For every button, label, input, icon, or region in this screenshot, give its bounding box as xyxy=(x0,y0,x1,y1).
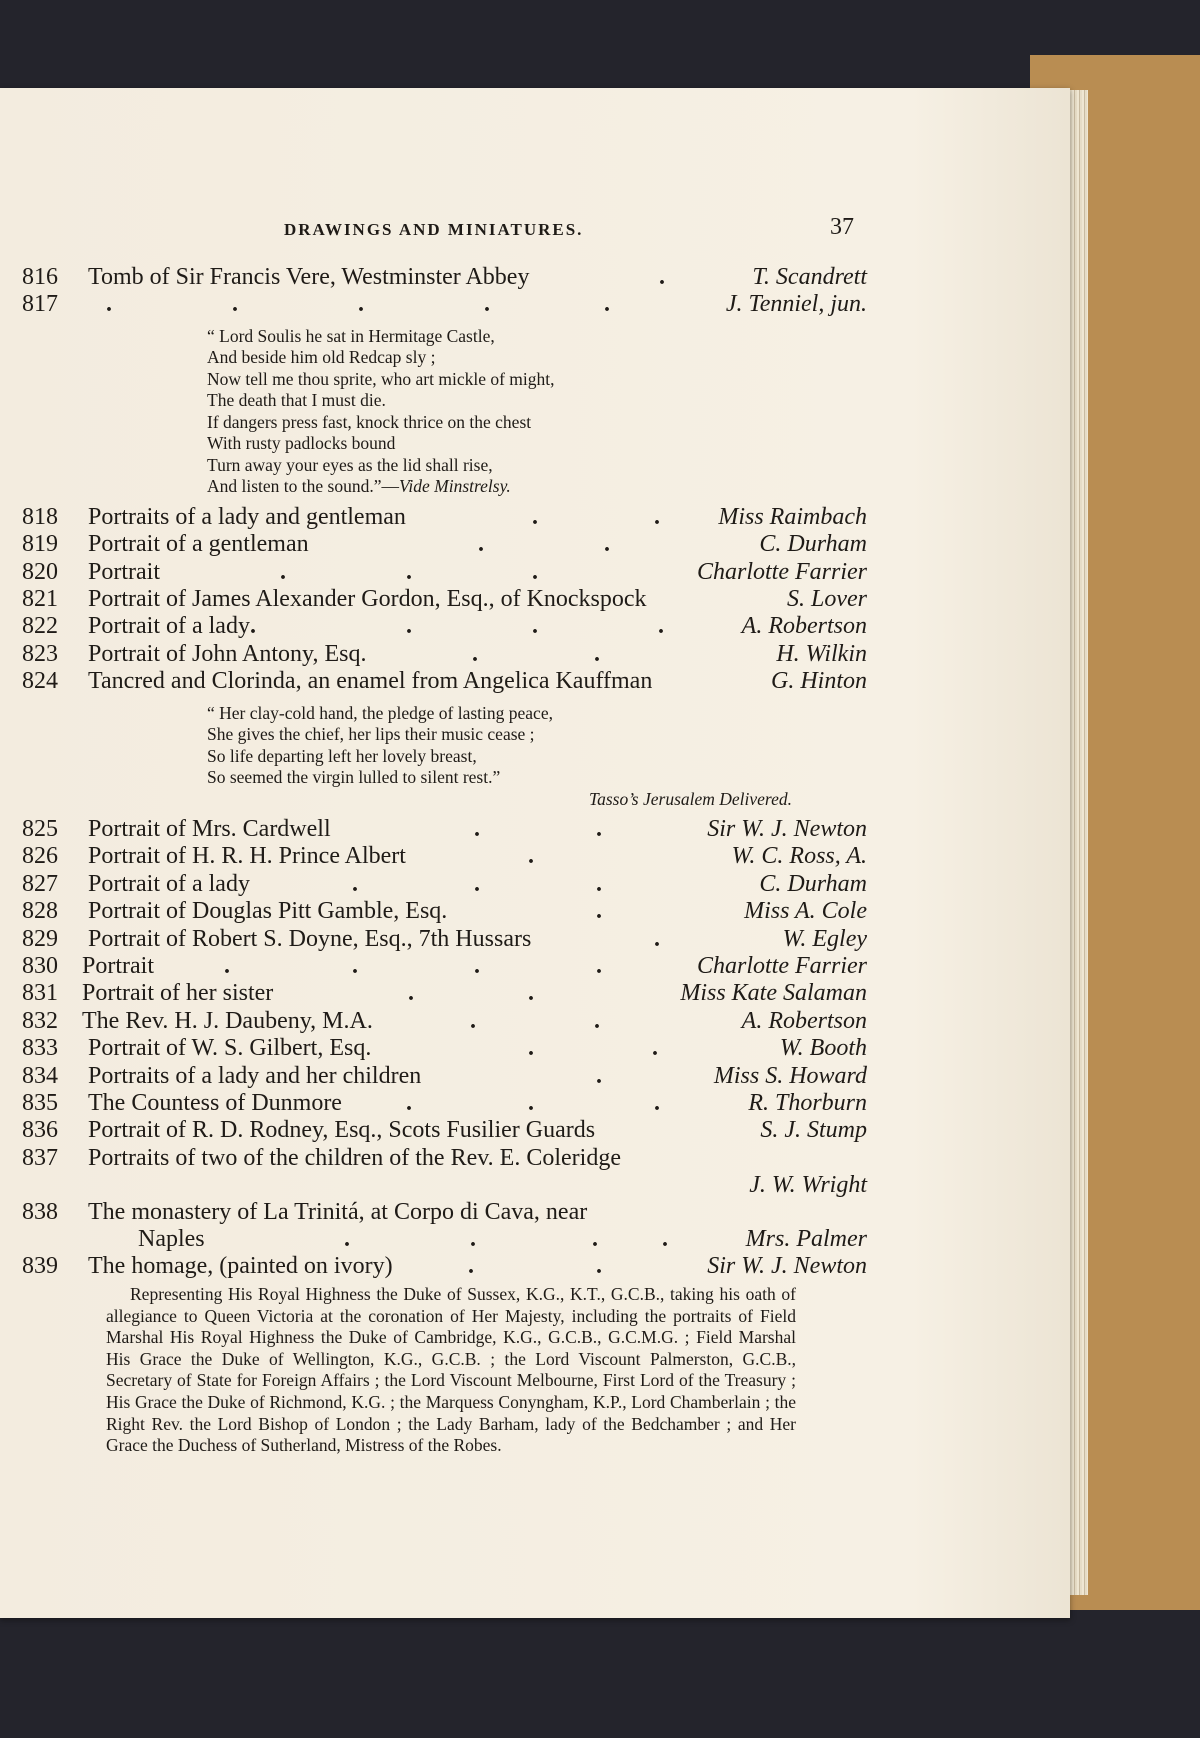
verse-line: And listen to the sound.”— xyxy=(207,476,399,497)
entry-title: Portrait of W. S. Gilbert, Esq. xyxy=(88,1035,372,1062)
entry-artist: Miss Raimbach xyxy=(718,503,867,530)
entry-artist: S. Lover xyxy=(787,585,867,612)
catalogue-entry xyxy=(22,668,867,695)
verse-line: Turn away your eyes as the lid shall rise, xyxy=(207,454,493,475)
entry-number: 832 xyxy=(22,1007,58,1034)
entry-title: Portrait of James Alexander Gordon, Esq., of Knockspock xyxy=(88,585,647,612)
entry-number: 835 xyxy=(22,1089,58,1116)
entry-artist: W. Booth xyxy=(779,1035,867,1062)
entry-title: Portrait of John Antony, Esq. xyxy=(88,640,367,667)
entry-number: 826 xyxy=(22,843,58,870)
catalogue-entry: 823 Portrait of John Antony, Esq. . . H. Wilkin xyxy=(22,640,867,667)
entry-number: 824 xyxy=(22,668,58,695)
entry-artist: G. Hinton xyxy=(771,668,867,695)
catalogue-entry: 817 . . . . . J. Tenniel, jun. xyxy=(22,291,867,318)
entry-title: The monastery of La Trinitá, at Corpo di Cava, near xyxy=(88,1198,588,1225)
catalogue-entry: 834 Portraits of a lady and her children . Miss S. Howard xyxy=(22,1062,867,1089)
entry-number: 817 xyxy=(22,291,58,318)
catalogue-entries xyxy=(22,264,867,1457)
entry-number: 821 xyxy=(22,585,58,612)
verse-line: With rusty padlocks bound xyxy=(207,433,396,454)
entry-title-continued: Naples xyxy=(138,1225,205,1252)
entry-number: 837 xyxy=(22,1144,58,1171)
entry-artist: Miss Kate Salaman xyxy=(680,980,867,1007)
entry-title: Portrait of a lady xyxy=(88,870,250,897)
entry-title: Portrait xyxy=(88,558,160,585)
catalogue-entry: 818 Portraits of a lady and gentleman . . Miss Raimbach xyxy=(22,503,867,530)
entry-number: 816 xyxy=(22,264,58,290)
entry-artist: J. Tenniel, jun. xyxy=(725,291,867,318)
running-head xyxy=(284,216,864,242)
entry-artist: Charlotte Farrier xyxy=(696,952,867,979)
catalogue-entry: 838 The monastery of La Trinitá, at Corpo di Cava, near Naples . . . . Mrs. Palmer xyxy=(22,1198,867,1252)
verse-line: And beside him old Redcap sly ; xyxy=(207,347,436,368)
catalogue-entry: 829 Portrait of Robert S. Doyne, Esq., 7th Hussars . W. Egley xyxy=(22,925,867,952)
catalogue-entry: 830 Portrait . . . . Charlotte Farrier xyxy=(22,952,867,979)
entry-title: Portrait of a gentleman xyxy=(88,531,309,558)
entry-number: 829 xyxy=(22,925,58,952)
entry-artist: C. Durham xyxy=(759,531,867,558)
entry-artist: H. Wilkin xyxy=(776,640,867,667)
entry-artist: Miss S. Howard xyxy=(713,1062,867,1089)
entry-number: 828 xyxy=(22,898,58,925)
verse-line: “ Her clay-cold hand, the pledge of lasting peace, xyxy=(207,702,553,723)
page-number: 37 xyxy=(830,214,854,240)
catalogue-entry: 839 The homage, (painted on ivory) . . Sir W. J. Newton xyxy=(22,1252,867,1279)
verse-line: So seemed the virgin lulled to silent rest.” xyxy=(207,767,501,788)
entry-title: Portrait of her sister xyxy=(82,980,274,1007)
entry-title: The Rev. H. J. Daubeny, M.A. xyxy=(82,1007,373,1034)
catalogue-entry: 832 The Rev. H. J. Daubeny, M.A. . . A. Robertson xyxy=(22,1007,867,1034)
entry-title: The homage, (painted on ivory) xyxy=(88,1252,393,1279)
verse-line: If dangers press fast, knock thrice on the chest xyxy=(207,411,532,432)
entry-number: 818 xyxy=(22,503,58,530)
catalogue-entry xyxy=(22,1117,867,1144)
entry-title: Portrait of R. D. Rodney, Esq., Scots Fusilier Guards xyxy=(88,1117,596,1144)
verse-line: Now tell me thou sprite, who art mickle of might, xyxy=(207,368,555,389)
entry-title: Portrait of H. R. H. Prince Albert xyxy=(88,843,406,870)
catalogue-entry: 833 Portrait of W. S. Gilbert, Esq. . . W. Booth xyxy=(22,1035,867,1062)
entry-title: Portrait of Robert S. Doyne, Esq., 7th Hussars xyxy=(88,925,532,952)
catalogue-entry: 825 Portrait of Mrs. Cardwell . . Sir W. J. Newton xyxy=(22,816,867,843)
entry-title: Portrait xyxy=(82,952,154,979)
entry-title: The Countess of Dunmore xyxy=(88,1089,342,1116)
catalogue-entry: 827 Portrait of a lady . . . C. Durham xyxy=(22,870,867,897)
entry-description: Representing His Royal Highness the Duke of Sussex, K.G., K.T., G.C.B., taking his oath of allegiance to Queen Victoria at the coronation of Her Majesty, including the portraits of Field Marshal His Royal Highness the Duke of Cambridge, K.G., G.C.B., G.C.M.G. ; Field Marshal His Grace the Duke of Wellington, K.G., G.C.B. ; the Lord Viscount Palmerston, G.C.B., Secretary of State for Foreign Affairs ; the Lord Viscount Melbourne, First Lord of the Treasury ; His Grace the Duke of Richmond, K.G. ; the Marquess Conyngham, K.P., Lord Chamberlain ; the Right Rev. the Lord Bishop of London ; the Lady Barham, lady of the Bedchamber ; and Her Grace the Duchess of Sutherland, Mistress of the Robes. xyxy=(106,1284,796,1456)
entry-title: Portraits of a lady and her children xyxy=(88,1062,422,1089)
entry-artist: W. C. Ross, A. xyxy=(731,843,867,870)
book-page xyxy=(0,88,1070,1618)
verse-line: The death that I must die. xyxy=(207,390,386,411)
entry-artist: T. Scandrett xyxy=(752,264,867,290)
entry-artist: Sir W. J. Newton xyxy=(707,1252,867,1279)
verse-line: “ Lord Soulis he sat in Hermitage Castle, xyxy=(207,325,495,346)
entry-number: 839 xyxy=(22,1252,58,1279)
entry-number: 820 xyxy=(22,558,58,585)
entry-number: 833 xyxy=(22,1035,58,1062)
catalogue-entry xyxy=(22,1145,867,1199)
entry-title: Portrait of Mrs. Cardwell xyxy=(88,816,331,843)
verse-quotation xyxy=(207,696,867,817)
entry-number: 830 xyxy=(22,952,58,979)
quote-source: Tasso’s Jerusalem Delivered. xyxy=(588,788,792,809)
entry-number: 838 xyxy=(22,1198,58,1225)
entry-artist: A. Robertson xyxy=(741,613,867,640)
quote-source: Vide Minstrelsy. xyxy=(399,476,511,497)
entry-number: 825 xyxy=(22,816,58,843)
catalogue-entry: 826 Portrait of H. R. H. Prince Albert . W. C. Ross, A. xyxy=(22,843,867,870)
catalogue-entry: 819 Portrait of a gentleman . . C. Durham xyxy=(22,531,867,558)
verse-quotation xyxy=(207,319,867,504)
catalogue-entry xyxy=(22,586,867,613)
entry-artist: Charlotte Farrier xyxy=(696,558,867,585)
catalogue-entry: 835 The Countess of Dunmore . . . R. Thorburn xyxy=(22,1089,867,1116)
entry-artist: A. Robertson xyxy=(741,1007,867,1034)
entry-title: Portraits of a lady and gentleman xyxy=(88,503,406,530)
entry-number: 834 xyxy=(22,1062,58,1089)
entry-title: Portrait of Douglas Pitt Gamble, Esq. xyxy=(88,898,448,925)
entry-artist: J. W. Wright xyxy=(749,1171,867,1198)
entry-number: 831 xyxy=(22,980,58,1007)
entry-title: Portraits of two of the children of the Rev. E. Coleridge xyxy=(88,1144,621,1171)
entry-artist: R. Thorburn xyxy=(748,1089,867,1116)
entry-number: 836 xyxy=(22,1117,58,1144)
entry-artist: W. Egley xyxy=(782,925,867,952)
catalogue-entry: 816 Tomb of Sir Francis Vere, Westminster Abbey . T. Scandrett xyxy=(22,264,867,290)
entry-artist: Miss A. Cole xyxy=(744,898,867,925)
entry-title: Tancred and Clorinda, an enamel from Angelica Kauffman xyxy=(88,668,653,695)
catalogue-entry: 820 Portrait . . . Charlotte Farrier xyxy=(22,558,867,585)
catalogue-entry: 828 Portrait of Douglas Pitt Gamble, Esq. . Miss A. Cole xyxy=(22,898,867,925)
verse-line: So life departing left her lovely breast, xyxy=(207,745,477,766)
verse-line: She gives the chief, her lips their music cease ; xyxy=(207,724,535,745)
entry-artist: Sir W. J. Newton xyxy=(707,816,867,843)
entry-title: Portrait of a lady xyxy=(88,613,250,640)
entry-title: Tomb of Sir Francis Vere, Westminster Abbey xyxy=(88,264,530,290)
catalogue-entry: 822 Portrait of a lady . . . . A. Robertson xyxy=(22,613,867,640)
entry-artist: Mrs. Palmer xyxy=(745,1225,867,1252)
catalogue-entry: 831 Portrait of her sister . . Miss Kate Salaman xyxy=(22,980,867,1007)
entry-number: 823 xyxy=(22,640,58,667)
entry-number: 827 xyxy=(22,870,58,897)
section-title: DRAWINGS AND MINIATURES. xyxy=(284,220,584,239)
entry-number: 822 xyxy=(22,613,58,640)
entry-artist: S. J. Stump xyxy=(760,1117,867,1144)
entry-artist: C. Durham xyxy=(759,870,867,897)
entry-number: 819 xyxy=(22,531,58,558)
